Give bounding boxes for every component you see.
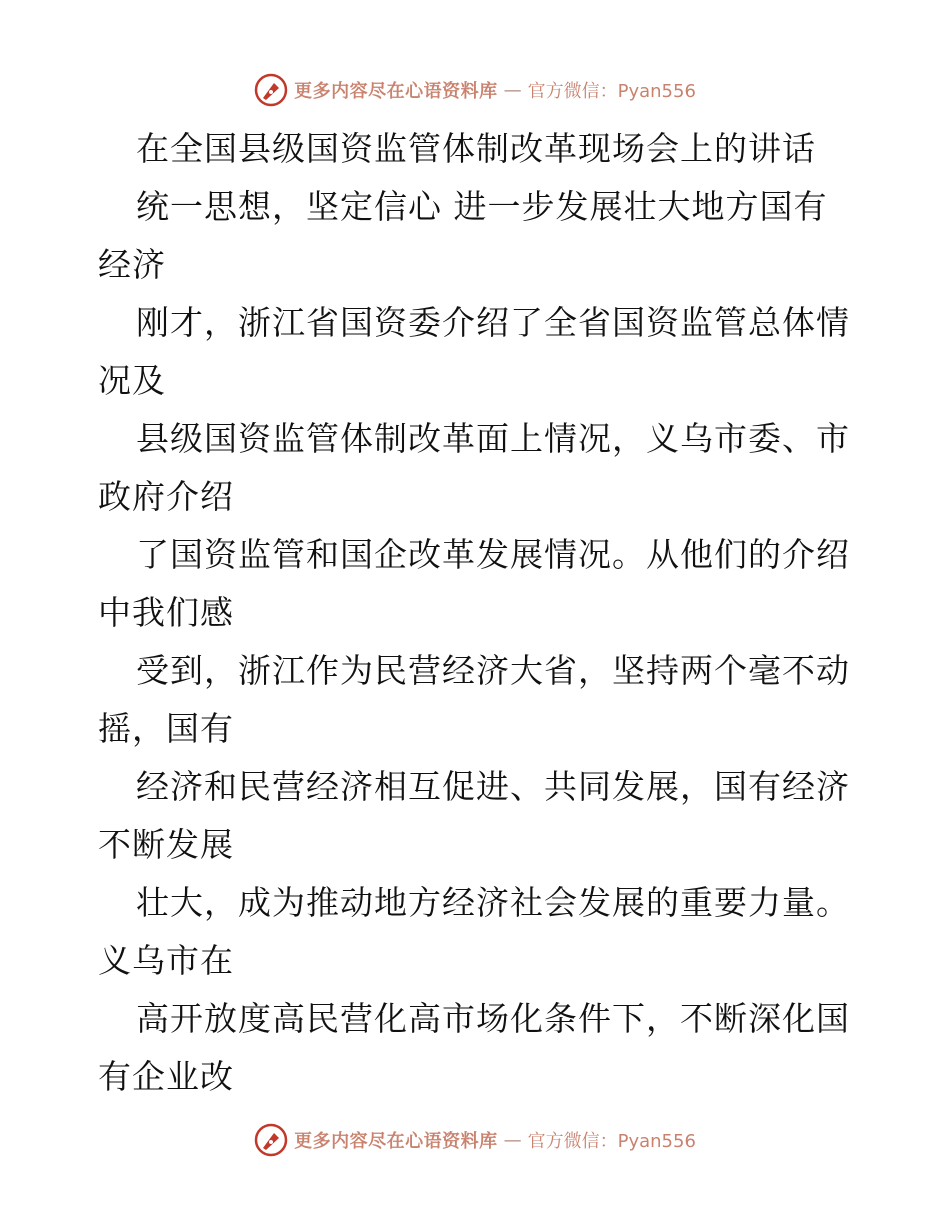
watermark-separator: —: [503, 1129, 522, 1151]
document-body: [98, 120, 858, 1106]
document-line: 统一思想，坚定信心 进一步发展壮大地方国有: [136, 187, 828, 226]
document-line: 政府介绍: [98, 477, 234, 516]
document-line: 有企业改: [98, 1057, 234, 1096]
document-line: 受到，浙江作为民营经济大省，坚持两个毫不动: [136, 651, 850, 690]
document-line: 况及: [98, 361, 166, 400]
document-line: 中我们感: [98, 593, 234, 632]
document-line: 高开放度高民营化高市场化条件下，不断深化国: [136, 999, 850, 1038]
watermark-footer: [0, 1120, 950, 1160]
document-line: 了国资监管和国企改革发展情况。从他们的介绍: [136, 535, 850, 574]
document-line: 义乌市在: [98, 941, 234, 980]
watermark-brand: 更多内容尽在心语资料库: [294, 1131, 498, 1152]
watermark-header: [0, 70, 950, 110]
fountain-pen-nib-logo-icon: [254, 73, 288, 107]
watermark-contact: 官方微信：Pyan556: [527, 81, 696, 102]
document-title: 在全国县级国资监管体制改革现场会上的讲话: [136, 129, 816, 168]
document-line: 壮大，成为推动地方经济社会发展的重要力量。: [136, 883, 850, 922]
document-line: 经济和民营经济相互促进、共同发展，国有经济: [136, 767, 850, 806]
document-line: 摇，国有: [98, 709, 234, 748]
watermark-separator: —: [503, 79, 522, 101]
fountain-pen-nib-logo-icon: [254, 1123, 288, 1157]
watermark-contact: 官方微信：Pyan556: [527, 1131, 696, 1152]
document-line: 刚才，浙江省国资委介绍了全省国资监管总体情: [136, 303, 850, 342]
document-line: 县级国资监管体制改革面上情况，义乌市委、市: [136, 419, 850, 458]
document-line: 不断发展: [98, 825, 234, 864]
watermark-brand: 更多内容尽在心语资料库: [294, 81, 498, 102]
document-line: 经济: [98, 245, 166, 284]
